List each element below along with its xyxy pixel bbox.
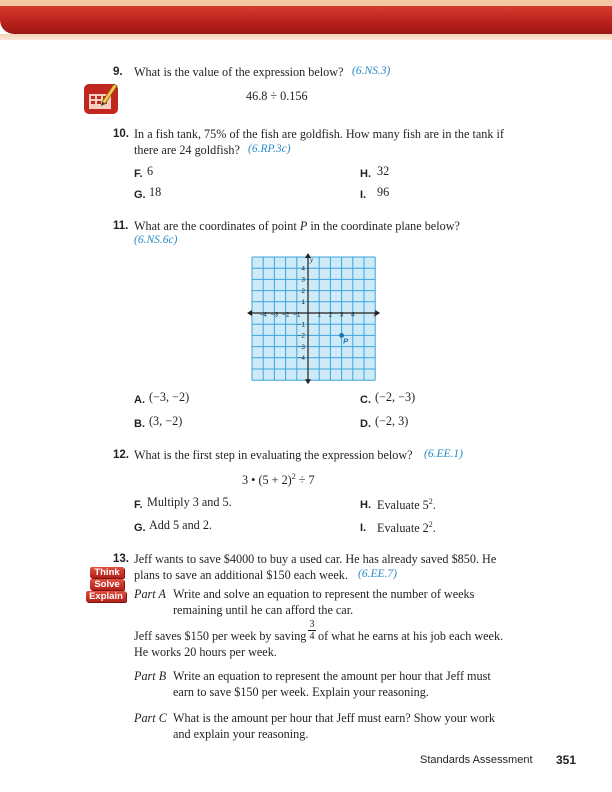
y-tick-label: −4 <box>297 355 305 363</box>
q12-standard: (6.EE.1) <box>424 448 463 460</box>
q9-text: What is the value of the expression below? <box>134 65 344 79</box>
q10-number: 10. <box>113 128 129 140</box>
q12-choice-g[interactable]: G. Add 5 and 2. <box>134 518 212 534</box>
coordinate-plane-svg <box>247 254 377 380</box>
y-tick-label: 4 <box>301 265 305 273</box>
footer-text: Standards Assessment <box>420 754 533 766</box>
q9-expression: 46.8 ÷ 0.156 <box>246 89 308 103</box>
x-tick-label: −1 <box>293 311 301 319</box>
x-tick-label: −2 <box>281 311 290 319</box>
part-a-label: Part A <box>134 587 166 601</box>
x-axis-label: x <box>373 310 377 319</box>
mid-text-line2: He works 20 hours per week. <box>134 645 277 659</box>
part-b-line1: Write an equation to represent the amount per hour that Jeff must <box>173 669 491 683</box>
y-tick-label: 2 <box>301 287 305 295</box>
x-tick-label: −4 <box>259 311 267 319</box>
x-tick-label: 1 <box>317 311 322 319</box>
mid-text-post: of what he earns at his job each week. <box>318 629 504 643</box>
q9-number: 9. <box>113 66 123 78</box>
q10-text-line2: there are 24 goldfish? <box>134 143 240 157</box>
part-a-line2: remaining until he can afford the car. <box>173 603 354 617</box>
q12-number: 12. <box>113 449 129 461</box>
q10-choice-i[interactable]: I. 96 <box>360 185 390 201</box>
coordinate-plane <box>247 254 377 380</box>
x-tick-label: 3 <box>339 311 344 319</box>
y-tick-label: −3 <box>297 343 305 351</box>
q10-standard: (6.RP.3c) <box>248 143 291 155</box>
part-c-line2: and explain your reasoning. <box>173 727 309 741</box>
q13-text-line2: plans to save an additional $150 each week. <box>134 568 348 582</box>
fraction: 3 4 <box>309 619 315 642</box>
q11-choice-d[interactable]: D. (−2, 3) <box>360 414 409 430</box>
mid-text-pre: Jeff saves $150 per week by saving <box>134 629 307 643</box>
y-tick-label: −1 <box>297 321 305 329</box>
y-tick-label: 3 <box>301 276 305 284</box>
y-tick-label: −2 <box>297 332 305 340</box>
q11-choice-a[interactable]: A. (−3, −2) <box>134 390 190 406</box>
page-number: 351 <box>556 753 577 767</box>
y-axis-label: y <box>310 256 314 264</box>
x-axis-arrow-left <box>247 310 252 316</box>
part-c-line1: What is the amount per hour that Jeff must earn? Show your work <box>173 711 495 725</box>
q10-choice-f[interactable]: F. 6 <box>134 164 154 180</box>
q10-choice-g[interactable]: G. 18 <box>134 185 162 201</box>
q12-choice-h[interactable]: H. Evaluate $5^2$. <box>360 497 436 513</box>
q13-text-line1: Jeff wants to save $4000 to buy a used car. He has already saved $850. He <box>134 552 497 566</box>
part-b-line2: earn to save $150 per week. Explain your reasoning. <box>173 685 429 699</box>
q12-choice-i[interactable]: I. Evaluate $2^2$. <box>360 520 436 536</box>
x-tick-label: 2 <box>328 311 333 319</box>
part-b-label: Part B <box>134 669 167 683</box>
q13-number: 13. <box>113 553 129 565</box>
q11-choice-c[interactable]: C. (−2, −3) <box>360 390 416 406</box>
grid-fill <box>252 257 375 380</box>
header-band-stripe <box>0 34 612 40</box>
x-tick-label: −3 <box>270 311 279 319</box>
point-p-label: P <box>343 336 349 346</box>
q9-standard: (6.NS.3) <box>352 65 391 77</box>
y-axis-arrow-down <box>305 379 311 384</box>
q10-text-line1: In a fish tank, 75% of the fish are goldfish. How many fish are in the tank if <box>134 127 504 141</box>
q11-number: 11. <box>113 220 129 232</box>
q12-choice-f[interactable]: F. Multiply 3 and 5. <box>134 495 232 511</box>
y-tick-label: 1 <box>301 299 305 307</box>
q13-standard: (6.EE.7) <box>358 568 397 580</box>
part-c-label: Part C <box>134 711 167 725</box>
x-tick-label: 4 <box>350 311 355 319</box>
q11-text: What are the coordinates of point P in the coordinate plane below? <box>134 219 460 233</box>
q12-text: What is the first step in evaluating the expression below? <box>134 448 413 462</box>
q11-standard: (6.NS.6c) <box>134 234 178 246</box>
q10-choice-h[interactable]: H. 32 <box>360 164 390 180</box>
q12-expression: 3 • $(5 + 2)^2 \div 7$ <box>242 472 315 488</box>
header-band <box>0 6 612 34</box>
part-a-line1: Write and solve an equation to represent the number of weeks <box>173 587 475 601</box>
think-solve-explain-icon: Think Solve Explain <box>86 567 128 602</box>
calculator-icon <box>84 82 120 116</box>
q11-choice-b[interactable]: B. (3, −2) <box>134 414 183 430</box>
